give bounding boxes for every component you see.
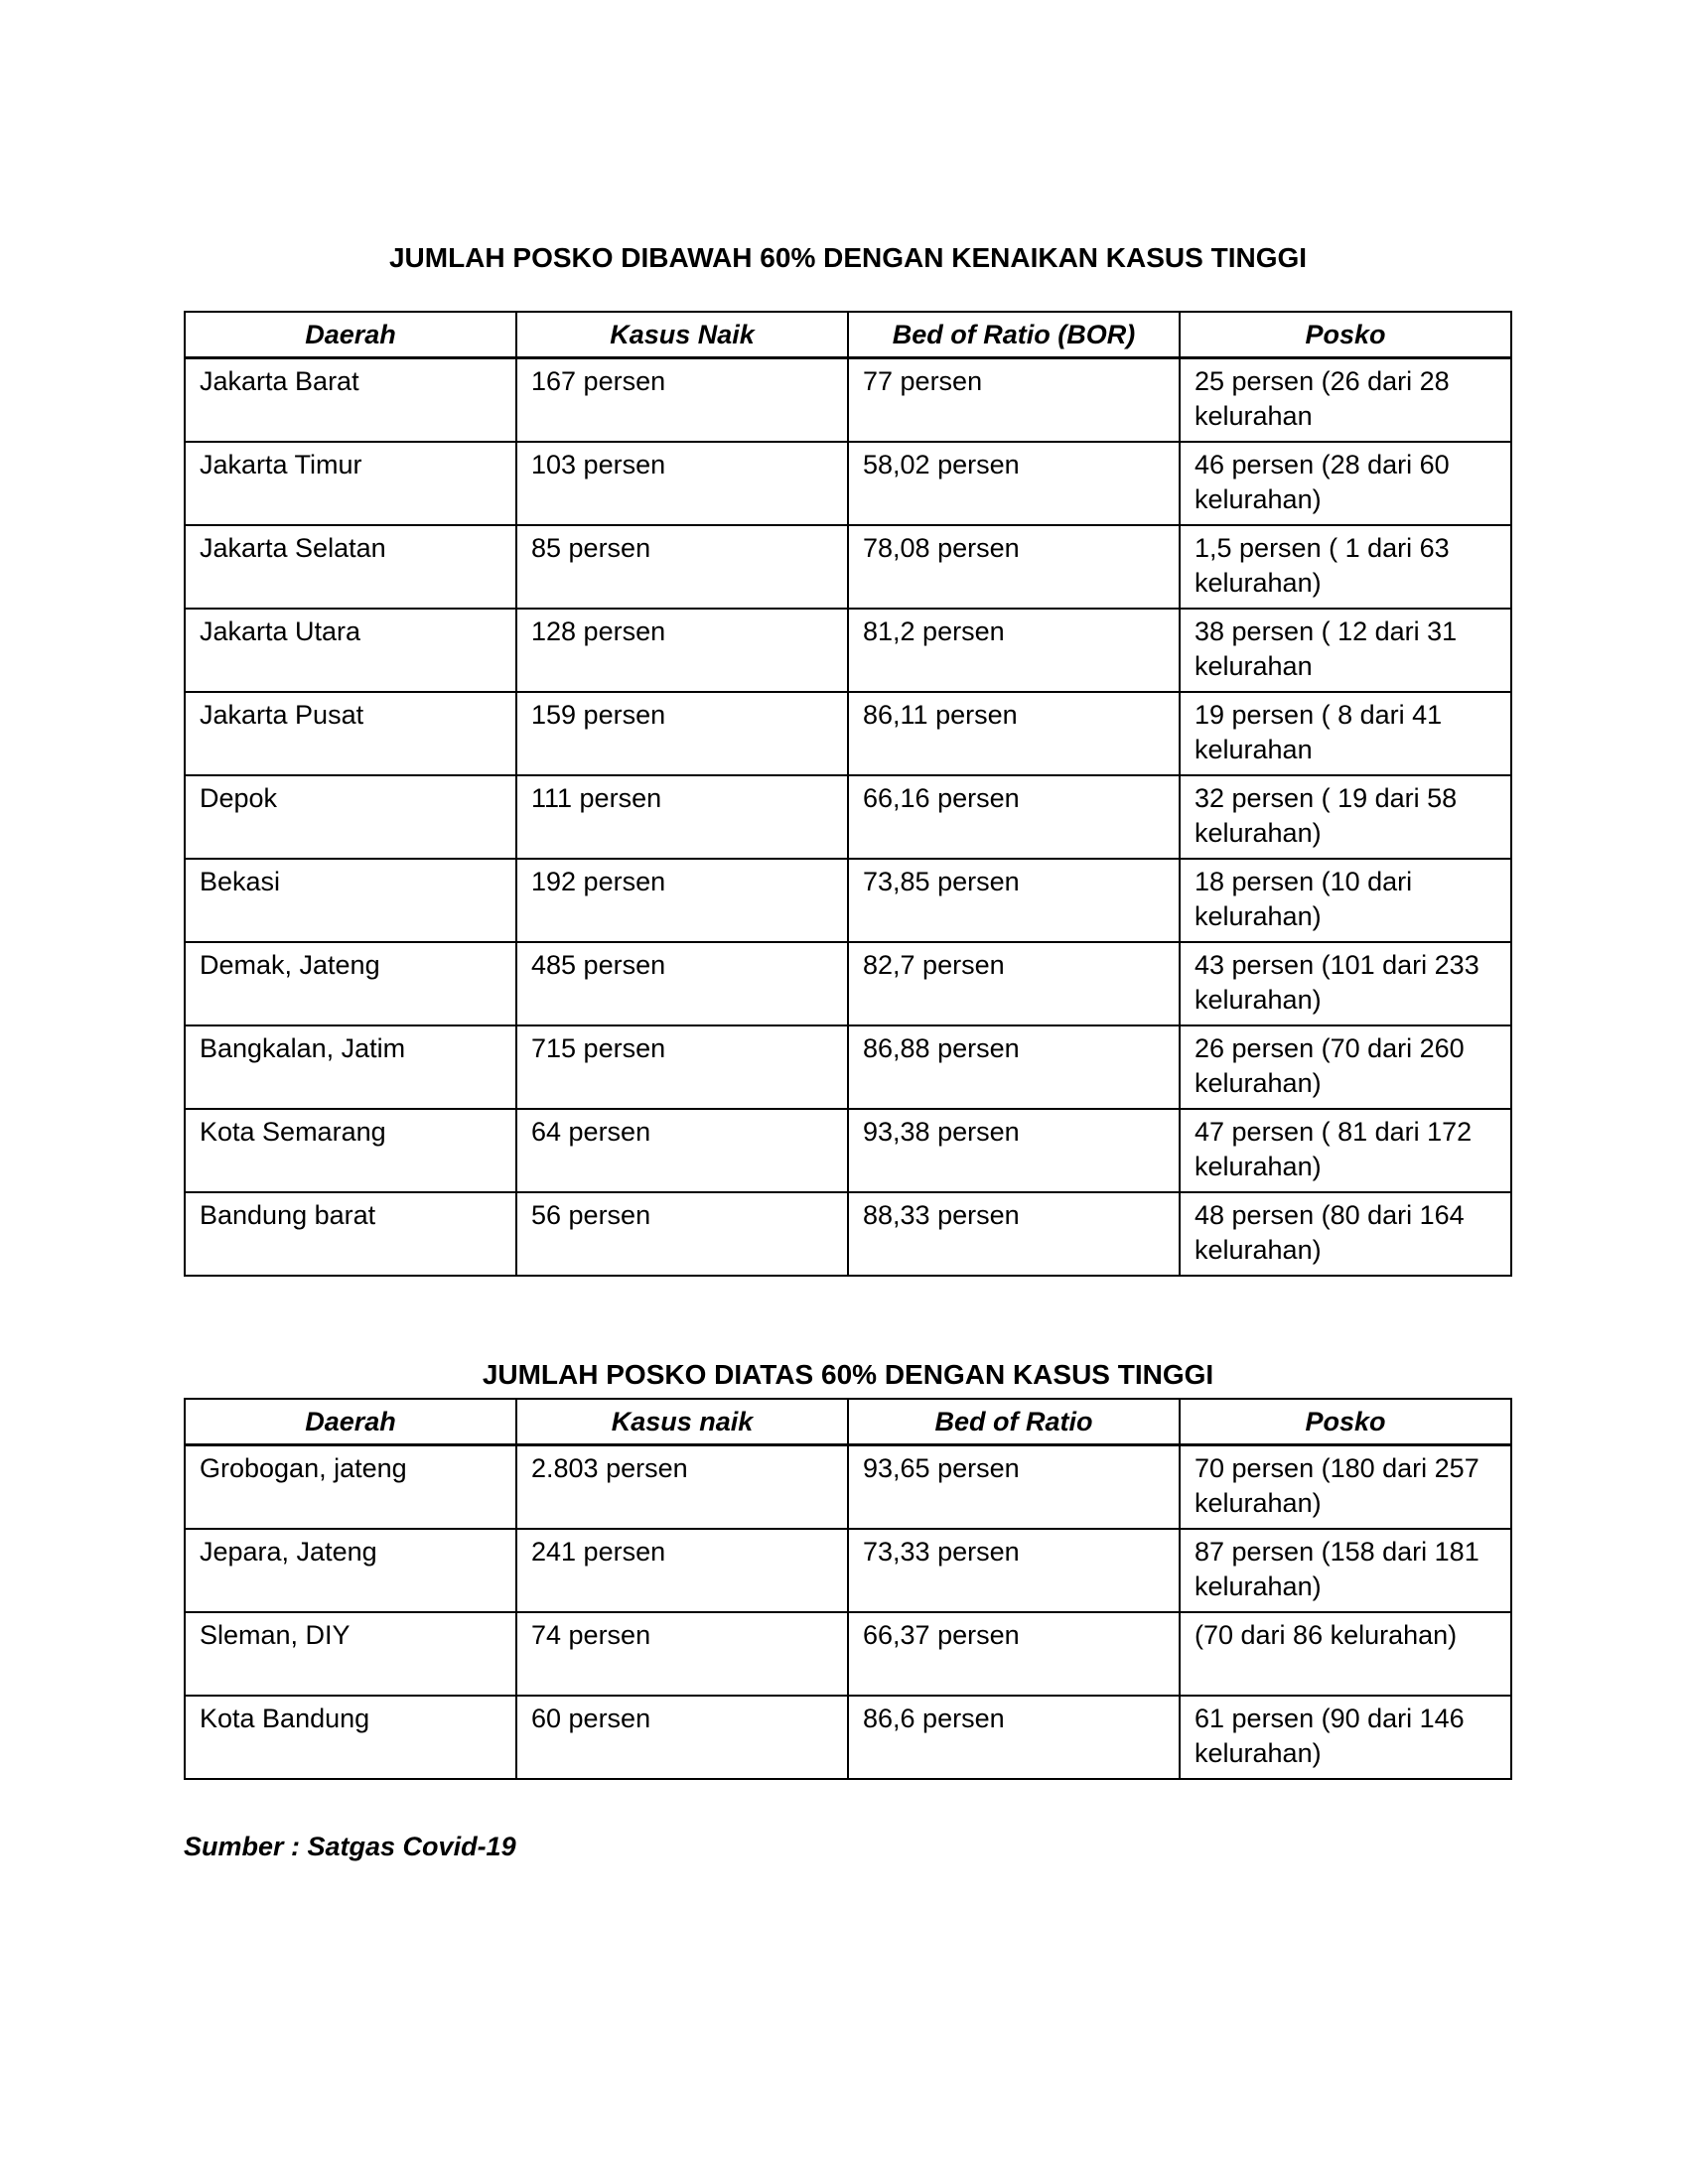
table-cell: 77 persen [848, 358, 1180, 443]
table-cell: 192 persen [516, 859, 848, 942]
table-cell: 167 persen [516, 358, 848, 443]
table-cell: Sleman, DIY [185, 1612, 516, 1696]
table-cell: Demak, Jateng [185, 942, 516, 1025]
table-row [185, 1696, 1511, 1779]
column-header: Kasus Naik [516, 312, 848, 358]
table-cell: 86,11 persen [848, 692, 1180, 775]
table-row [185, 442, 1511, 525]
table-cell: Jakarta Utara [185, 609, 516, 692]
table-cell: Jepara, Jateng [185, 1529, 516, 1612]
table-cell: 64 persen [516, 1109, 848, 1192]
document-page [184, 0, 1512, 1862]
column-header: Daerah [185, 312, 516, 358]
table-cell: 25 persen (26 dari 28 kelurahan [1180, 358, 1511, 443]
table-cell: Depok [185, 775, 516, 859]
table-row [185, 1192, 1511, 1276]
table-row [185, 942, 1511, 1025]
table-cell: 86,6 persen [848, 1696, 1180, 1779]
table-cell: 74 persen [516, 1612, 848, 1696]
table-row [185, 358, 1511, 443]
column-header: Posko [1180, 1399, 1511, 1445]
table-cell: 38 persen ( 12 dari 31 kelurahan [1180, 609, 1511, 692]
table-cell: Jakarta Pusat [185, 692, 516, 775]
table-row [185, 1445, 1511, 1530]
table-cell: Jakarta Timur [185, 442, 516, 525]
table-cell: 159 persen [516, 692, 848, 775]
table-cell: 56 persen [516, 1192, 848, 1276]
table-cell: 88,33 persen [848, 1192, 1180, 1276]
table-cell: Jakarta Selatan [185, 525, 516, 609]
section1-title: JUMLAH POSKO DIBAWAH 60% DENGAN KENAIKAN KASUS TINGGI [388, 242, 1308, 273]
table-header-row [185, 312, 1511, 358]
table-row [185, 1025, 1511, 1109]
table-cell: 93,38 persen [848, 1109, 1180, 1192]
table-header-row [185, 1399, 1511, 1445]
table-row [185, 525, 1511, 609]
table-row [185, 692, 1511, 775]
table-cell: 18 persen (10 dari kelurahan) [1180, 859, 1511, 942]
source-attribution: Sumber : Satgas Covid-19 [184, 1832, 516, 1861]
table-row [185, 859, 1511, 942]
table-row [185, 609, 1511, 692]
table-cell: 2.803 persen [516, 1445, 848, 1530]
column-header: Posko [1180, 312, 1511, 358]
column-header: Bed of Ratio (BOR) [848, 312, 1180, 358]
table-cell: 1,5 persen ( 1 dari 63 kelurahan) [1180, 525, 1511, 609]
table-cell: 66,16 persen [848, 775, 1180, 859]
table-cell: Bandung barat [185, 1192, 516, 1276]
table-cell: 93,65 persen [848, 1445, 1180, 1530]
table-cell: 58,02 persen [848, 442, 1180, 525]
table-cell: 60 persen [516, 1696, 848, 1779]
table-cell: 73,85 persen [848, 859, 1180, 942]
table-cell: 87 persen (158 dari 181 kelurahan) [1180, 1529, 1511, 1612]
table-cell: 19 persen ( 8 dari 41 kelurahan [1180, 692, 1511, 775]
table-cell: Bekasi [185, 859, 516, 942]
table-cell: 111 persen [516, 775, 848, 859]
table-cell: Kota Semarang [185, 1109, 516, 1192]
column-header: Kasus naik [516, 1399, 848, 1445]
table-cell: 66,37 persen [848, 1612, 1180, 1696]
table-cell: 81,2 persen [848, 609, 1180, 692]
table-cell: 78,08 persen [848, 525, 1180, 609]
section2-title: JUMLAH POSKO DIATAS 60% DENGAN KASUS TINGGI [482, 1359, 1214, 1390]
table-row [185, 1612, 1511, 1696]
table-cell: 47 persen ( 81 dari 172 kelurahan) [1180, 1109, 1511, 1192]
posko-diatas-60-table [184, 1398, 1512, 1780]
table-cell: 128 persen [516, 609, 848, 692]
table-cell: 485 persen [516, 942, 848, 1025]
table-row [185, 775, 1511, 859]
table-cell: 46 persen (28 dari 60 kelurahan) [1180, 442, 1511, 525]
table-cell: Bangkalan, Jatim [185, 1025, 516, 1109]
table-cell: 241 persen [516, 1529, 848, 1612]
table-row [185, 1109, 1511, 1192]
table-cell: 48 persen (80 dari 164 kelurahan) [1180, 1192, 1511, 1276]
table-cell: 73,33 persen [848, 1529, 1180, 1612]
table-cell: 85 persen [516, 525, 848, 609]
table-cell: 61 persen (90 dari 146 kelurahan) [1180, 1696, 1511, 1779]
table-cell: 43 persen (101 dari 233 kelurahan) [1180, 942, 1511, 1025]
table-cell: Kota Bandung [185, 1696, 516, 1779]
table-row [185, 1529, 1511, 1612]
posko-dibawah-60-table [184, 311, 1512, 1277]
table-cell: 70 persen (180 dari 257 kelurahan) [1180, 1445, 1511, 1530]
table-cell: Grobogan, jateng [185, 1445, 516, 1530]
table-cell: 32 persen ( 19 dari 58 kelurahan) [1180, 775, 1511, 859]
table-cell: (70 dari 86 kelurahan) [1180, 1612, 1511, 1696]
table-cell: Jakarta Barat [185, 358, 516, 443]
column-header: Daerah [185, 1399, 516, 1445]
column-header: Bed of Ratio [848, 1399, 1180, 1445]
table-cell: 82,7 persen [848, 942, 1180, 1025]
table-cell: 103 persen [516, 442, 848, 525]
table-cell: 86,88 persen [848, 1025, 1180, 1109]
table-cell: 715 persen [516, 1025, 848, 1109]
table-cell: 26 persen (70 dari 260 kelurahan) [1180, 1025, 1511, 1109]
